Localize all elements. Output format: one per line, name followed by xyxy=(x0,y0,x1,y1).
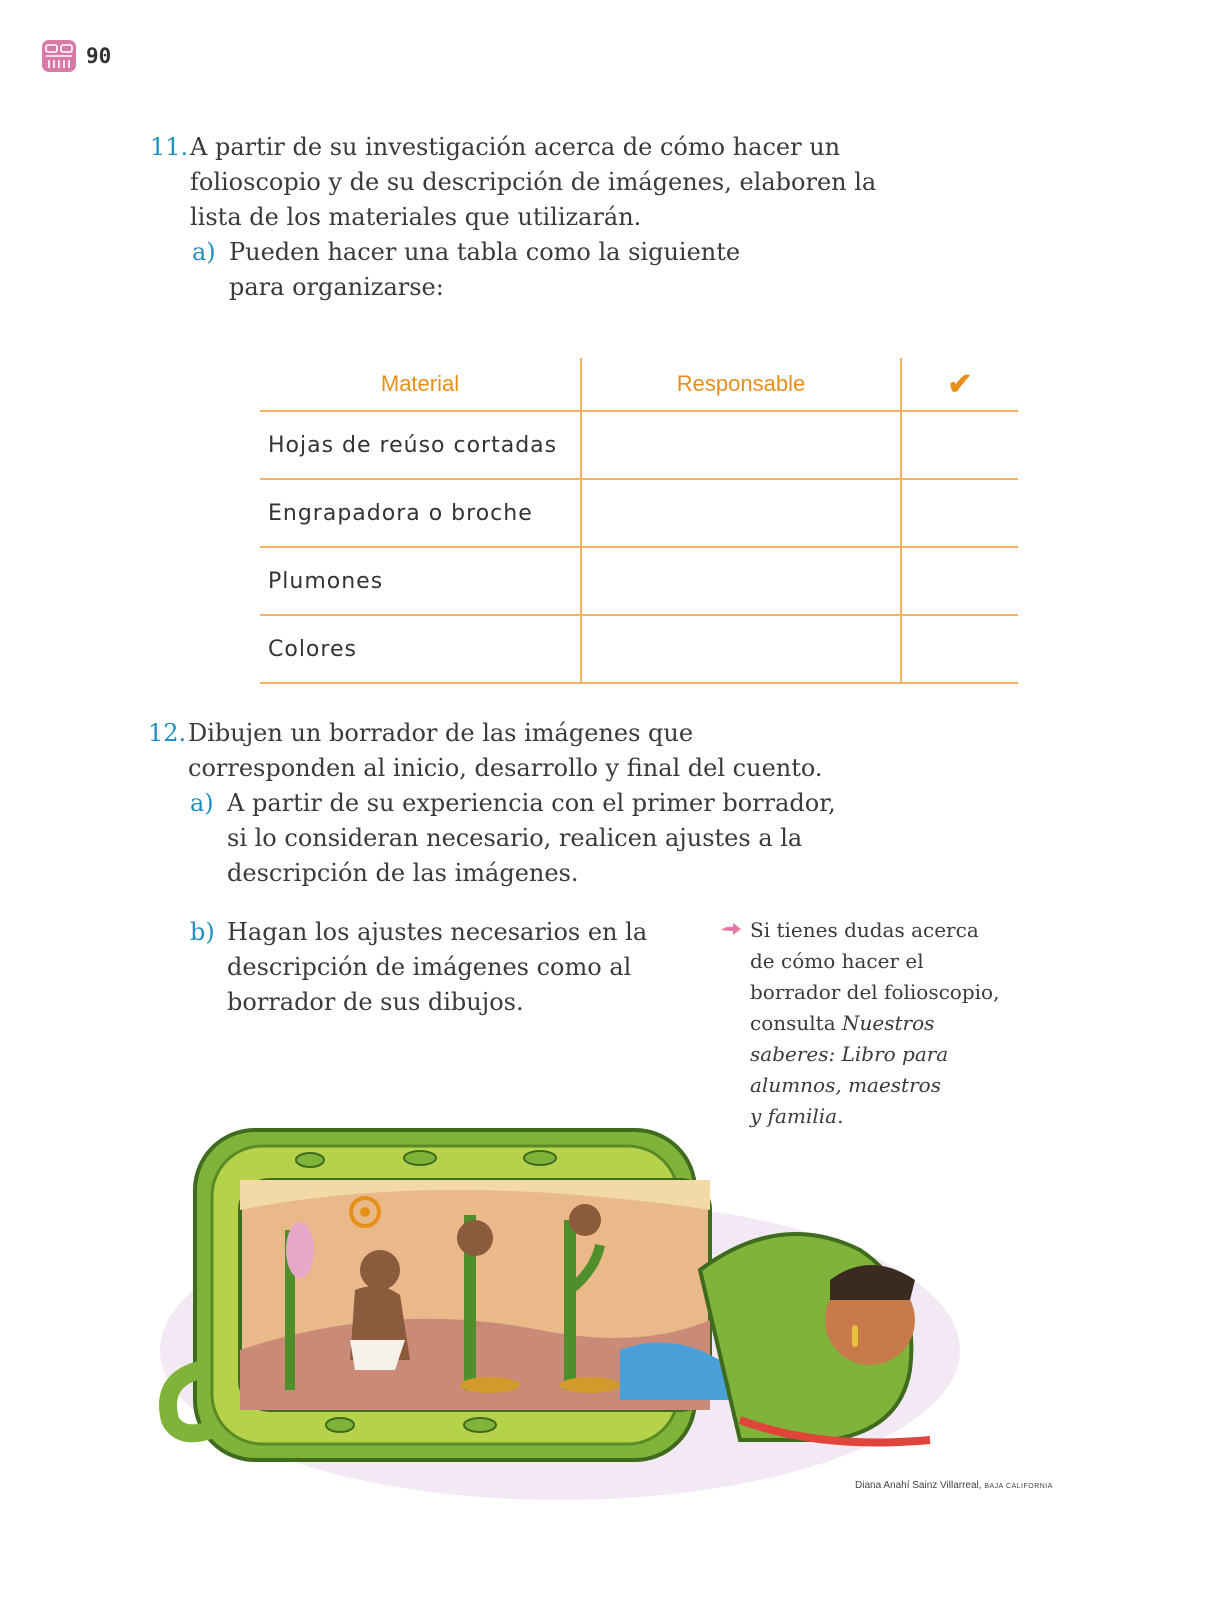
question-line: A partir de su investigación acerca de cómo hacer un xyxy=(190,133,841,161)
question-12 xyxy=(148,716,823,786)
note-line xyxy=(750,1008,1040,1039)
cell-check xyxy=(901,547,1018,615)
question-11 xyxy=(150,130,877,235)
note-text: consulta xyxy=(750,1011,842,1035)
item-line: borrador de sus dibujos. xyxy=(227,988,524,1016)
note-book-title: Nuestros xyxy=(841,1011,935,1035)
item-line: descripción de imágenes como al xyxy=(227,953,632,981)
illustration-credit xyxy=(855,1480,1053,1491)
item-line: Hagan los ajustes necesarios en la xyxy=(227,918,648,946)
note-line: borrador del folioscopio, xyxy=(750,980,1000,1004)
header-check xyxy=(901,358,1018,411)
item-line: si lo consideran necesario, realicen ajustes a la xyxy=(227,824,803,852)
checkmark-icon: ✔ xyxy=(947,367,973,401)
item-line: Pueden hacer una tabla como la siguiente xyxy=(229,238,741,266)
question-12-a xyxy=(190,786,836,891)
note-line xyxy=(750,1039,1040,1070)
cell-responsable xyxy=(581,411,901,479)
item-line: descripción de las imágenes. xyxy=(227,859,579,887)
cell-responsable xyxy=(581,547,901,615)
header-material: Material xyxy=(260,358,581,411)
question-line: Dibujen un borrador de las imágenes que xyxy=(188,719,694,747)
maya-frame-illustration xyxy=(140,1120,970,1510)
arrow-right-icon xyxy=(720,921,742,937)
question-12-b xyxy=(190,915,648,1020)
item-label: b) xyxy=(190,918,215,946)
table-row xyxy=(260,411,1018,479)
materials-table xyxy=(260,358,1018,684)
credit-author: Diana Anahí Sainz Villarreal, xyxy=(855,1480,985,1491)
question-line: lista de los materiales que utilizarán. xyxy=(190,203,642,231)
note-text: . xyxy=(837,1104,844,1128)
cell-check xyxy=(901,411,1018,479)
note-line: de cómo hacer el xyxy=(750,949,924,973)
page-number: 90 xyxy=(86,44,112,68)
note-book-title: saberes: Libro para xyxy=(750,1042,949,1066)
table-row xyxy=(260,615,1018,683)
note-book-title: y familia xyxy=(750,1104,838,1128)
glyph-icon xyxy=(42,40,76,72)
item-line: A partir de su experiencia con el primer borrador, xyxy=(227,789,836,817)
cell-material: Engrapadora o broche xyxy=(260,479,581,547)
cell-check xyxy=(901,479,1018,547)
note-line xyxy=(750,1070,1040,1101)
question-line: corresponden al inicio, desarrollo y final del cuento. xyxy=(188,754,823,782)
table-row xyxy=(260,479,1018,547)
cell-material: Hojas de reúso cortadas xyxy=(260,411,581,479)
cell-material: Plumones xyxy=(260,547,581,615)
page-number-area xyxy=(42,40,111,72)
table-row xyxy=(260,547,1018,615)
cell-check xyxy=(901,615,1018,683)
item-label: a) xyxy=(192,238,216,266)
question-11-a xyxy=(192,235,741,305)
cell-responsable xyxy=(581,479,901,547)
side-note xyxy=(750,915,1040,1132)
note-line: Si tienes dudas acerca xyxy=(750,918,979,942)
header-responsable: Responsable xyxy=(581,358,901,411)
note-book-title: alumnos, maestros xyxy=(750,1073,941,1097)
cell-material: Colores xyxy=(260,615,581,683)
question-number: 12. xyxy=(148,719,187,747)
question-line: folioscopio y de su descripción de imágenes, elaboren la xyxy=(190,168,877,196)
table-header-row xyxy=(260,358,1018,411)
cell-responsable xyxy=(581,615,901,683)
item-line: para organizarse: xyxy=(229,273,444,301)
item-label: a) xyxy=(190,789,214,817)
question-number: 11. xyxy=(150,133,189,161)
credit-region: BAJA CALIFORNIA xyxy=(984,1483,1053,1490)
